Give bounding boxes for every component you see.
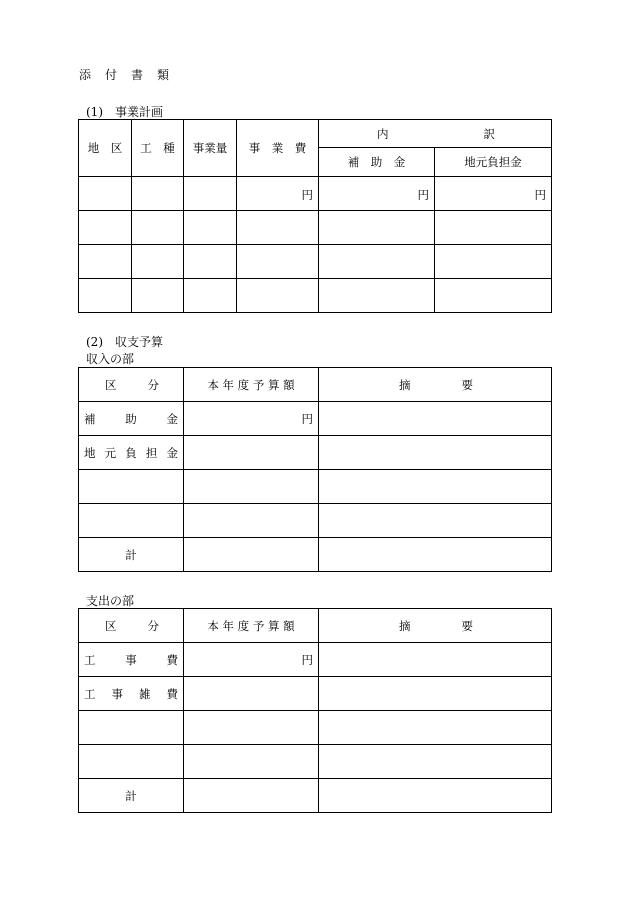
label-char: 元	[104, 445, 117, 460]
expense-amount-construction: 円	[184, 643, 319, 677]
expense-label-construction	[79, 643, 184, 677]
cell-empty	[79, 211, 132, 245]
cell-empty	[79, 745, 184, 779]
cell-empty	[435, 245, 552, 279]
income-label-subsidy	[79, 402, 184, 436]
income-header-category-right: 分	[147, 377, 159, 392]
cell-empty	[435, 279, 552, 313]
expense-header-remarks-left: 摘	[399, 618, 411, 633]
label-char: 費	[166, 686, 178, 701]
label-char: 担	[145, 445, 158, 460]
expense-total-label: 計	[79, 779, 184, 813]
cell-empty	[319, 504, 552, 538]
cell-local-share-unit: 円	[435, 177, 552, 211]
cell-empty	[79, 711, 184, 745]
label-char: 金	[166, 445, 178, 460]
label-char: 雑	[139, 686, 151, 701]
cell-district	[79, 177, 132, 211]
income-header-remarks-left: 摘	[399, 377, 411, 392]
expense-total-remarks	[319, 779, 552, 813]
expense-subheading: 支出の部	[86, 594, 135, 608]
label-char: 助	[125, 411, 137, 426]
expense-header-category-right: 分	[147, 618, 159, 633]
income-total-amount	[184, 538, 319, 572]
expense-header-category-left: 区	[105, 618, 117, 633]
cell-empty	[184, 279, 237, 313]
expense-label-misc	[79, 677, 184, 711]
income-header-category	[79, 368, 184, 402]
income-amount-local-share	[184, 436, 319, 470]
expense-remarks-misc	[319, 677, 552, 711]
section1-heading: (1) 事業計画	[86, 105, 163, 119]
cell-empty	[435, 211, 552, 245]
income-row-local-share	[79, 436, 552, 470]
cell-empty	[184, 211, 237, 245]
label-char: 工	[84, 652, 96, 667]
label-char: 地	[84, 445, 96, 460]
income-row-empty	[79, 470, 552, 504]
cell-empty	[184, 470, 319, 504]
section2-heading: (2) 収支予算	[86, 335, 163, 349]
label-char: 補	[84, 411, 96, 426]
label-char: 事	[125, 652, 137, 667]
expense-row-empty	[79, 745, 552, 779]
label-char: 負	[125, 445, 137, 460]
cell-subsidy-unit: 円	[319, 177, 435, 211]
cell-empty	[237, 211, 319, 245]
cell-empty	[184, 245, 237, 279]
cell-empty	[184, 504, 319, 538]
cell-empty	[132, 245, 184, 279]
cell-empty	[79, 504, 184, 538]
header-district: 地 区	[79, 120, 132, 177]
label-char: 事	[111, 686, 123, 701]
document-title: 添 付 書 類	[79, 68, 171, 82]
expense-header-category	[79, 609, 184, 643]
income-table	[78, 367, 552, 572]
cell-empty	[237, 279, 319, 313]
label-char: 金	[166, 411, 178, 426]
cell-empty	[319, 745, 552, 779]
plan-row	[79, 279, 552, 313]
income-total-remarks	[319, 538, 552, 572]
income-header-budget: 本 年 度 予 算 額	[184, 368, 319, 402]
income-total-label: 計	[79, 538, 184, 572]
income-header-remarks-right: 要	[461, 377, 473, 392]
header-work-type: 工 種	[132, 120, 184, 177]
cell-empty	[319, 470, 552, 504]
cell-empty	[319, 245, 435, 279]
cell-project-cost-unit: 円	[237, 177, 319, 211]
income-amount-subsidy: 円	[184, 402, 319, 436]
income-label-local-share	[79, 436, 184, 470]
plan-row	[79, 211, 552, 245]
income-remarks-local-share	[319, 436, 552, 470]
cell-empty	[79, 245, 132, 279]
cell-empty	[132, 211, 184, 245]
expense-row-misc	[79, 677, 552, 711]
income-row-empty	[79, 504, 552, 538]
plan-row	[79, 245, 552, 279]
expense-header-remarks-right: 要	[461, 618, 473, 633]
expense-row-total	[79, 779, 552, 813]
expense-table	[78, 608, 552, 813]
cell-empty	[319, 211, 435, 245]
cell-empty	[319, 279, 435, 313]
cell-work-type	[132, 177, 184, 211]
cell-empty	[132, 279, 184, 313]
expense-remarks-construction	[319, 643, 552, 677]
cell-work-amount	[184, 177, 237, 211]
header-breakdown-right: 訳	[483, 126, 495, 141]
header-work-amount: 事業量	[184, 120, 237, 177]
label-char: 工	[84, 686, 96, 701]
cell-empty	[79, 470, 184, 504]
plan-row	[79, 177, 552, 211]
expense-header-budget: 本 年 度 予 算 額	[184, 609, 319, 643]
expense-header-remarks	[319, 609, 552, 643]
income-subheading: 収入の部	[86, 352, 135, 366]
header-subsidy: 補 助 金	[319, 148, 435, 177]
income-header-remarks	[319, 368, 552, 402]
cell-empty	[237, 245, 319, 279]
cell-empty	[184, 711, 319, 745]
header-project-cost: 事 業 費	[237, 120, 319, 177]
cell-empty	[319, 711, 552, 745]
expense-row-construction	[79, 643, 552, 677]
header-breakdown	[319, 120, 552, 148]
project-plan-table	[78, 119, 552, 313]
header-breakdown-left: 内	[377, 126, 389, 141]
income-header-category-left: 区	[105, 377, 117, 392]
cell-empty	[79, 279, 132, 313]
expense-row-empty	[79, 711, 552, 745]
income-row-subsidy	[79, 402, 552, 436]
expense-total-amount	[184, 779, 319, 813]
cell-empty	[184, 745, 319, 779]
income-remarks-subsidy	[319, 402, 552, 436]
income-row-total	[79, 538, 552, 572]
label-char: 費	[166, 652, 178, 667]
header-local-share: 地元負担金	[435, 148, 552, 177]
expense-amount-misc	[184, 677, 319, 711]
